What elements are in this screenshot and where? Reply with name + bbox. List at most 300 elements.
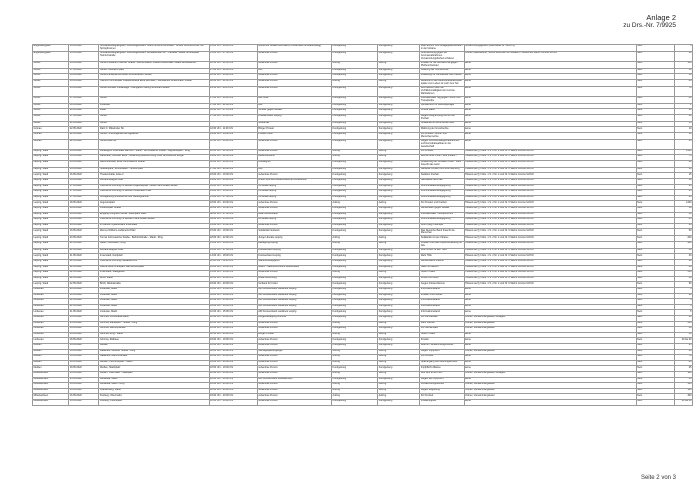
table-cell: Aufzug <box>331 371 377 377</box>
table-cell: Schwanenstieg/Engelsb. Kreuzungsbereich Obere Schönbrunnstraße - Untere Schönbrunnstr. Am Springbrunnen <box>99 45 209 52</box>
table-cell: Straßenpark, Schlossplatz - Simsonplatz <box>99 167 209 173</box>
table-cell: Grünau <box>33 132 69 139</box>
table-cell: Leipzig, Stadt <box>33 190 69 196</box>
table-cell: nebenlose Person <box>257 149 331 155</box>
table-cell: 18:00 Uhr - 19:00 Uhr <box>209 160 257 167</box>
table-cell: Kundgebung <box>378 96 420 103</box>
table-row <box>33 139 693 149</box>
table-cell: 30 <box>674 254 692 260</box>
table-cell: Kundgebung <box>378 160 420 167</box>
table-cell: Informationsstand <box>420 288 464 294</box>
table-cell: Aufzug <box>378 349 420 355</box>
table-cell: Kundgebung <box>378 218 420 224</box>
table-cell: Lindenau, Markt <box>99 310 209 316</box>
table-cell: keine <box>464 377 636 383</box>
table-cell: 18:00 Uhr - 20:00 Uhr <box>209 349 257 355</box>
table-cell: 16.05.2022 <box>69 332 99 338</box>
table-cell: 22.05.2022 <box>69 132 99 139</box>
table-cell: Kein Krieg in Europa <box>420 223 464 229</box>
table-cell: 16.05.2022 <box>69 160 99 167</box>
table-row <box>33 61 693 68</box>
table-cell: Kundgebung <box>378 293 420 299</box>
table-cell: Leipzig, Stadt <box>33 149 69 155</box>
table-cell: 18:00 Uhr - 20:00 Uhr <box>209 276 257 282</box>
table-cell: 18:00 Uhr - 19:00 Uhr <box>209 377 257 383</box>
table-cell: Für Demokratie <box>420 316 464 322</box>
table-cell: Rechte unter Kritik - eine Instanz? <box>420 155 464 161</box>
table-cell: Ordner, Versammlungsleiter <box>464 349 636 355</box>
table-cell: 50 <box>674 96 692 103</box>
table-cell: 18:00 Uhr - 19:00 Uhr <box>209 327 257 333</box>
table-cell: keine <box>464 399 636 405</box>
table-cell: Nein <box>636 132 674 139</box>
table-row <box>33 160 693 167</box>
table-cell: Ordner, Akkreditierte, Verbot Mitführen von Fackeln, Hinweis auf Sächs Corona SchVO <box>464 51 636 61</box>
table-cell: Lindenau, Markt <box>99 293 209 299</box>
table-cell: 25 <box>674 366 692 372</box>
table-cell: nebenlose Person <box>257 343 331 349</box>
table-cell: Gohlis <box>99 96 209 103</box>
table-cell: AfD <box>257 167 331 173</box>
table-cell: Aufzug <box>331 271 377 277</box>
table-cell: Kundgebung <box>378 74 420 80</box>
table-cell: 20 <box>674 160 692 167</box>
table-cell: keine <box>464 310 636 316</box>
table-cell: Linken und die Antifaschistischen Arbeitskreis <box>257 179 331 185</box>
table-cell: 16.05.2022 <box>69 61 99 68</box>
table-cell: Gohlis <box>33 109 69 115</box>
table-cell: Nein <box>636 241 674 248</box>
table-cell: Kundgebung <box>331 206 377 212</box>
table-cell: Kundgebung <box>331 316 377 322</box>
table-cell: Kundgebung <box>331 304 377 310</box>
table-cell: Hinweis auf § 3 Abs. 1 S. 2 Nr. 2 und Nr. 6 Sächs Corona SchVO <box>464 218 636 224</box>
table-cell: 19.05.2022 <box>69 229 99 236</box>
table-cell: Nein <box>636 366 674 372</box>
table-cell: nebenlose Person <box>257 360 331 366</box>
table-cell: Unterstützung gegen die Coronamaßnahmen Versammlungsfreiheit schützen <box>420 51 464 61</box>
table-cell: 40 <box>674 212 692 218</box>
table-cell: keine <box>464 332 636 338</box>
table-cell: 16.05.2022 <box>69 349 99 355</box>
table-cell: 16.05.2022 <box>69 86 99 96</box>
table-cell: Engelsbergplatz <box>33 45 69 52</box>
table-cell: keine <box>464 121 636 127</box>
table-cell: Mehr Hilfe <box>420 254 464 260</box>
table-cell: Nein <box>636 338 674 344</box>
table-cell: Kreisverband Leipzig <box>257 254 331 260</box>
table-cell: Nein <box>636 103 674 109</box>
table-cell: 16.05.2022 <box>69 79 99 86</box>
table-cell: Versammlungsfreiheit <box>420 383 464 389</box>
table-cell: Gohlis, S-Schulgarten/Schulgelände <box>99 132 209 139</box>
table-cell: Fläche neben Parkplatz Bahnhofsvorplatz <box>99 265 209 271</box>
table-cell: Aufzug <box>378 61 420 68</box>
table-cell: Nein <box>636 248 674 254</box>
table-cell: Aufzug <box>331 355 377 361</box>
table-cell: Nein <box>636 304 674 310</box>
table-cell: keine <box>464 127 636 133</box>
table-cell: Meißen <box>33 343 69 349</box>
table-cell: Kein Grund zu den Tisch <box>420 248 464 254</box>
table-cell: 21.05.2022 <box>69 248 99 254</box>
table-cell: Gohlis Bahnhof <box>99 139 209 149</box>
table-cell: Kundgebung <box>331 399 377 405</box>
table-cell: 18:00 Uhr - 19:00 Uhr <box>209 399 257 405</box>
table-cell: Leipzig, Stadt <box>33 254 69 260</box>
table-cell: Brühl, Nikolaistraße <box>99 282 209 288</box>
table-cell: 15:00 Uhr - 16:00 Uhr <box>209 271 257 277</box>
table-cell: Leipzig, Stadt <box>33 173 69 179</box>
table-cell: Nein <box>636 79 674 86</box>
table-cell: Mittelsachsen <box>33 377 69 383</box>
table-cell: Sanktion Freiheit <box>420 173 464 179</box>
table-cell: Aufzug <box>331 332 377 338</box>
table-cell: Kundgebung <box>331 127 377 133</box>
table-cell: Hinweis auf § 3 Abs. 1 S. 2 Nr. 2 und Nr. 6 Sächs Corona SchVO <box>464 190 636 196</box>
table-cell: 80 <box>674 360 692 366</box>
table-cell: keine <box>464 293 636 299</box>
table-cell: Lindenau, Markt <box>99 304 209 310</box>
table-cell: Kundgebung <box>378 109 420 115</box>
table-cell: Nein <box>636 212 674 218</box>
table-cell: keine <box>464 86 636 96</box>
table-cell: AfD Kreisverband Landkreis Leipzig <box>257 288 331 294</box>
table-cell: 180 <box>674 371 692 377</box>
table-cell: 18:00 Uhr - 20:00 Uhr <box>209 388 257 394</box>
table-cell: 15:00 Uhr - 19:00 Uhr <box>209 229 257 236</box>
table-cell: 25 <box>674 195 692 201</box>
table-cell: Eingang Congress Center, Seitenpark West <box>99 212 209 218</box>
table-cell: 20 bis 30 <box>674 399 692 405</box>
table-cell: Feierung der Grundrechte <box>420 68 464 74</box>
table-cell: Gemeinsam gegen Gewalt <box>420 206 464 212</box>
table-cell: Leipzig, Stadt <box>33 206 69 212</box>
table-cell: 30 <box>674 349 692 355</box>
table-cell: 20 <box>674 223 692 229</box>
table-cell: Nein <box>636 327 674 333</box>
table-cell: 10 <box>674 68 692 74</box>
table-cell: Hinweis auf § 3 Abs. 1 S. 2 Nr. 2 und Nr. 6 Sächs Corona SchVO <box>464 201 636 207</box>
table-cell: AfD Kreisverband Landkreis Leipzig <box>257 299 331 305</box>
table-row <box>33 96 693 103</box>
table-cell: nebenlose Person <box>257 74 331 80</box>
table-row <box>33 45 693 52</box>
table-cell: Critical Mass <box>420 109 464 115</box>
table-cell: Aufzug <box>378 155 420 161</box>
table-cell: 1 <box>674 103 692 109</box>
table-cell: Kundgebung <box>378 195 420 201</box>
table-cell: AfD Kreisverband Landkreis Leipzig <box>257 304 331 310</box>
table-cell: Hinweis auf § 3 Abs. 1 S. 2 Nr. 2 und Nr. 6 Sächs Corona SchVO <box>464 167 636 173</box>
table-cell: 17.05.2022 <box>69 184 99 190</box>
table-cell: Lindenau <box>33 310 69 316</box>
table-cell: 19:00 Uhr - 22:00 Uhr <box>209 155 257 161</box>
table-cell: 16.05.2022 <box>69 399 99 405</box>
table-cell: 15:00 Uhr - 18:00 Uhr <box>209 45 257 52</box>
table-cell: nebenlose Person <box>257 394 331 400</box>
table-cell: 40 <box>674 114 692 121</box>
table-cell: Nein <box>636 343 674 349</box>
table-cell: Aufzug <box>378 321 420 327</box>
table-cell: Lindenau <box>33 304 69 310</box>
table-cell: Kundgebung <box>331 121 377 127</box>
table-cell: keine <box>464 132 636 139</box>
table-cell: 350 <box>674 271 692 277</box>
table-cell: Leipzig, Stadt <box>33 282 69 288</box>
table-cell: Theaterstraße, Ecke 2 <box>99 173 209 179</box>
table-cell: Bürger Protest <box>257 332 331 338</box>
table-cell: Gohlis Landpflanzen Ecke Schönebecker Straße <box>99 74 209 80</box>
table-cell: Versammlungsgesetz (Nachweise Nr. 9250 LV) <box>464 45 636 52</box>
table-cell: Nahtlose Umsicht und freie Meinung <box>420 167 464 173</box>
table-cell: 27.05.2022 <box>69 114 99 121</box>
table-cell: 20.05.2022 <box>69 288 99 294</box>
table-cell: Kundgebung <box>378 121 420 127</box>
table-cell: 16.05.2022 <box>69 371 99 377</box>
table-cell: Richard-Wagner-Platz <box>99 179 209 185</box>
table-cell: 14:00 Uhr - 15:00 Uhr <box>209 223 257 229</box>
table-cell: Hinweis auf § 3 Abs. 1 S. 2 Nr. 2 und Nr. 6 Sächs Corona SchVO <box>464 254 636 260</box>
table-cell: Nein <box>636 121 674 127</box>
table-cell: Aufzug <box>331 349 377 355</box>
table-cell: 19:00 Uhr - 20:00 Uhr <box>209 179 257 185</box>
table-cell: 16.05.2022 <box>69 45 99 52</box>
table-cell: Das Deutsche Band braucht die Menschen <box>420 229 464 236</box>
table-cell: 18:00 Uhr - 20:00 Uhr <box>209 360 257 366</box>
table-cell: BÜNDNIS WIDER GRÜNEN (Ortsverband Schwanenstieg) <box>257 45 331 52</box>
table-cell: Ordner, Versammlungsleiter <box>464 327 636 333</box>
table-cell: Lindenau <box>33 299 69 305</box>
table-cell: Kommunikationsbegegnung <box>420 184 464 190</box>
table-cell: nebenlose Person <box>257 383 331 389</box>
table-cell: Ratz 3 / Mittelroder Str. <box>99 127 209 133</box>
table-row <box>33 241 693 248</box>
table-cell: Hinweis auf § 3 Abs. 1 S. 2 Nr. 2 und Nr. 6 Sächs Corona SchVO <box>464 260 636 266</box>
table-cell: Brühl, Markt <box>99 276 209 282</box>
table-cell: 15:00 Uhr - 19:00 Uhr <box>209 241 257 248</box>
table-cell: keine <box>464 109 636 115</box>
table-cell: AfD Kreisverband Landkreis Leipzig <box>257 310 331 316</box>
table-cell: Leipzig, Stadt <box>33 160 69 167</box>
table-cell: Dunkelgrün Innenstadt Bahnhof - Markt - Grimmaische Straße - Augustusplatz - Ring <box>99 149 209 155</box>
table-cell: Aufwertung der Sozialen Arbeit - Mehr braucht das Land <box>420 160 464 167</box>
table-cell: Nein <box>636 86 674 96</box>
table-cell: Innenstadt, Stadtgebiet <box>99 271 209 277</box>
table-cell: 16.05.2022 <box>69 74 99 80</box>
table-cell: Hinweis auf § 3 Abs. 1 S. 2 Nr. 2 und Nr. 6 Sächs Corona SchVO <box>464 236 636 242</box>
table-cell: Nein <box>636 114 674 121</box>
table-cell: 19.05.2022 <box>69 223 99 229</box>
table-cell: Nein <box>636 276 674 282</box>
table-cell: Kundgebung <box>378 206 420 212</box>
table-cell: Ordner, Versammlungsleiter, Auflagen <box>464 316 636 322</box>
table-cell: Mittweida, Markt - Ring <box>99 383 209 389</box>
table-cell: Kundgebung <box>331 248 377 254</box>
table-cell: Gohlis <box>99 114 209 121</box>
table-cell: Kundgebung <box>331 184 377 190</box>
table-cell: 21.05.2022 <box>69 254 99 260</box>
table-cell: Kommunikationsbegegnung <box>420 195 464 201</box>
table-cell: 14:00 Uhr - 16:00 Uhr <box>209 184 257 190</box>
table-cell: Hinweis auf § 3 Abs. 1 S. 2 Nr. 2 und Nr. 6 Sächs Corona SchVO <box>464 155 636 161</box>
table-cell: Bahnhofstraße, Ecke Grimmaische Straße <box>99 160 209 167</box>
table-cell: Für Freiheit <box>420 355 464 361</box>
table-cell: Kundgebung <box>378 366 420 372</box>
table-cell: 1200 <box>674 201 692 207</box>
table-cell: keine <box>464 360 636 366</box>
table-cell: Kundgebung Grundrechte und Stellungnahme <box>99 195 209 201</box>
table-cell: 09:00 Uhr - 15:00 Uhr <box>209 218 257 224</box>
table-cell: 18:00 Uhr - 21:30 Uhr <box>209 149 257 155</box>
table-cell: Gohlis, Osterkirchplatz <box>99 68 209 74</box>
table-cell: 20 <box>674 293 692 299</box>
table-cell: Lindenau <box>33 327 69 333</box>
table-cell: nebenlose Person <box>257 86 331 96</box>
table-cell: Kundgebung <box>378 343 420 349</box>
table-cell: Dunkelgrün <box>257 160 331 167</box>
table-cell: Solidarität Netzwerk <box>257 229 331 236</box>
table-cell: IG Metall Leipzig <box>257 218 331 224</box>
table-cell: nebenlose Person <box>257 388 331 394</box>
table-cell: 5 <box>674 45 692 52</box>
table-cell: Kundgebung <box>378 338 420 344</box>
table-cell: Aufzug <box>331 155 377 161</box>
table-cell: 18.05.2022 <box>69 206 99 212</box>
table-cell: Aufzug <box>378 394 420 400</box>
table-cell: Ordner, Versammlungsleiter, Auflagen <box>464 371 636 377</box>
table-cell: Kommunikationsbegegnung <box>420 190 464 196</box>
table-cell: Kundgebung <box>378 299 420 305</box>
table-cell: Kundgebung <box>378 327 420 333</box>
table-cell: 22.05.2022 <box>69 271 99 277</box>
table-cell: Kundgebung <box>331 173 377 179</box>
table-cell: Nein <box>636 45 674 52</box>
table-cell: Hinweis auf § 3 Abs. 1 S. 2 Nr. 2 und Nr. 6 Sächs Corona SchVO <box>464 149 636 155</box>
table-cell: Nein <box>636 179 674 185</box>
table-cell: 5 <box>674 304 692 310</box>
table-cell: Kundgebung <box>378 265 420 271</box>
table-cell: Ratsmarkt, Gohliser Ecke - Verleihung Auszeichnung Preis Grundrechte Bürger <box>99 155 209 161</box>
table-cell: 150 <box>674 61 692 68</box>
table-cell: 16.05.2022 <box>69 149 99 155</box>
table-cell: Verband für Kultur <box>257 282 331 288</box>
table-cell: keine <box>464 79 636 86</box>
table-cell: Meißen <box>33 366 69 372</box>
table-cell: 19.05.2022 <box>69 212 99 218</box>
table-cell: Ordner, Versammlungsleiter <box>464 388 636 394</box>
table-cell: 16.05.2022 <box>69 355 99 361</box>
table-cell: nebenlose Person <box>257 355 331 361</box>
table-cell: Grimma, Ring - Markt <box>99 332 209 338</box>
table-cell: Kundgebung <box>378 276 420 282</box>
table-cell: 17.05.2022 <box>69 68 99 74</box>
table-cell: Markt, Innenstadt - Ring <box>99 241 209 248</box>
table-cell: Nein <box>636 293 674 299</box>
table-row <box>33 229 693 236</box>
table-cell: 18:00 Uhr - 20:00 Uhr <box>209 355 257 361</box>
table-cell: AfD <box>257 68 331 74</box>
table-cell: Kundgebung <box>378 173 420 179</box>
table-cell: 100 <box>674 388 692 394</box>
table-cell: Aufzug <box>378 236 420 242</box>
table-cell: Impfpflicht Alliance <box>420 366 464 372</box>
table-cell: Kundgebung <box>331 190 377 196</box>
table-cell: Hinweis auf § 3 Abs. 1 S. 2 Nr. 2 und Nr. 6 Sächs Corona SchVO <box>464 248 636 254</box>
table-cell: AfD Kreisverband Landkreis Leipzig <box>257 293 331 299</box>
table-cell: IG Metall Leipzig <box>257 184 331 190</box>
table-cell: Nein <box>636 149 674 155</box>
table-cell: 14:00 Uhr - 17:00 Uhr <box>209 248 257 254</box>
table-cell: Kommunikationsbegegnung <box>420 218 464 224</box>
table-cell: Öffentliche Führung im Bereich Hans-Grade-Straße <box>99 218 209 224</box>
table-cell: 18:00 Uhr - 20:00 Uhr <box>209 201 257 207</box>
table-cell: 50 <box>674 327 692 333</box>
table-cell: Nein <box>636 321 674 327</box>
table-cell: Stiller Protest <box>420 271 464 277</box>
table-cell: Gemeinsame Zukunft <box>420 260 464 266</box>
table-cell: 25 <box>674 343 692 349</box>
table-cell: Leipzig, Stadt <box>33 179 69 185</box>
table-cell: 18:00 Uhr - 19:00 Uhr <box>209 338 257 344</box>
table-cell: Schüler gegen Gefälle <box>257 109 331 115</box>
table-cell: 17:00 Uhr - 19:00 Uhr <box>209 96 257 103</box>
table-cell: 16.05.2022 <box>69 388 99 394</box>
table-cell: Aufzug <box>331 149 377 155</box>
table-cell: 16.05.2022 <box>69 51 99 61</box>
table-cell: 30 <box>674 265 692 271</box>
table-cell: Mittelsachsen <box>33 371 69 377</box>
table-cell: 10 <box>674 51 692 61</box>
table-cell: Kundgebung <box>331 109 377 115</box>
table-cell: 21.05.2022 <box>69 260 99 266</box>
table-cell: Kundgebung <box>331 299 377 305</box>
table-cell: 18:00 Uhr - 20:00 Uhr <box>209 282 257 288</box>
table-cell: Kundgebung <box>331 96 377 103</box>
table-cell: Hinweis auf § 3 Abs. 1 S. 2 Nr. 2 und Nr. 6 Sächs Corona SchVO <box>464 173 636 179</box>
table-cell: Nein <box>636 229 674 236</box>
table-cell: Heinrich Kirchstraße/ Platanenstraße Ecke Berthaus - Wendekreis Lindenthaler Straße <box>99 79 209 86</box>
table-cell: 18:00 Uhr - 18:30 Uhr <box>209 206 257 212</box>
table-cell: 17:30 Uhr - 20:00 Uhr <box>209 114 257 121</box>
table-cell: Wie fühlt es sich an? <box>420 371 464 377</box>
table-cell: Nein <box>636 109 674 115</box>
table-cell: Hinweis auf § 3 Abs. 1 S. 2 Nr. 2 und Nr. 6 Sächs Corona SchVO <box>464 184 636 190</box>
table-cell: Nein <box>636 332 674 338</box>
table-cell: Nein <box>636 360 674 366</box>
table-cell: nebenlose Person <box>257 173 331 179</box>
table-cell: 17:00 Uhr - 21:00 Uhr <box>209 103 257 109</box>
table-cell: nebenlose Person <box>257 79 331 86</box>
table-cell: Nachlassen EINHEIT <box>420 179 464 185</box>
table-cell: 22.05.2022 <box>69 139 99 149</box>
table-cell: 19:15 Uhr - 20:15 Uhr <box>209 86 257 96</box>
table-cell: Nein <box>636 139 674 149</box>
table-cell: Nein <box>636 173 674 179</box>
table-cell: 16.05.2022 <box>69 316 99 322</box>
table-cell: 08:00 Uhr - 17:00 Uhr <box>209 212 257 218</box>
table-cell: Leipzig, Stadt <box>33 195 69 201</box>
table-cell: nebenlose Person <box>257 201 331 207</box>
table-cell: IG Metall Leipzig <box>257 195 331 201</box>
table-cell: nebenlose Person <box>257 366 331 372</box>
table-cell: Aufzug <box>331 61 377 68</box>
table-cell: Frankenberg, Markt <box>99 388 209 394</box>
table-cell: Gohlis <box>33 79 69 86</box>
table-cell: Hinweis auf § 3 Abs. 1 S. 2 Nr. 2 und Nr. 6 Sächs Corona SchVO <box>464 223 636 229</box>
table-cell: 21.05.2022 <box>69 304 99 310</box>
table-cell: 35 <box>674 139 692 149</box>
